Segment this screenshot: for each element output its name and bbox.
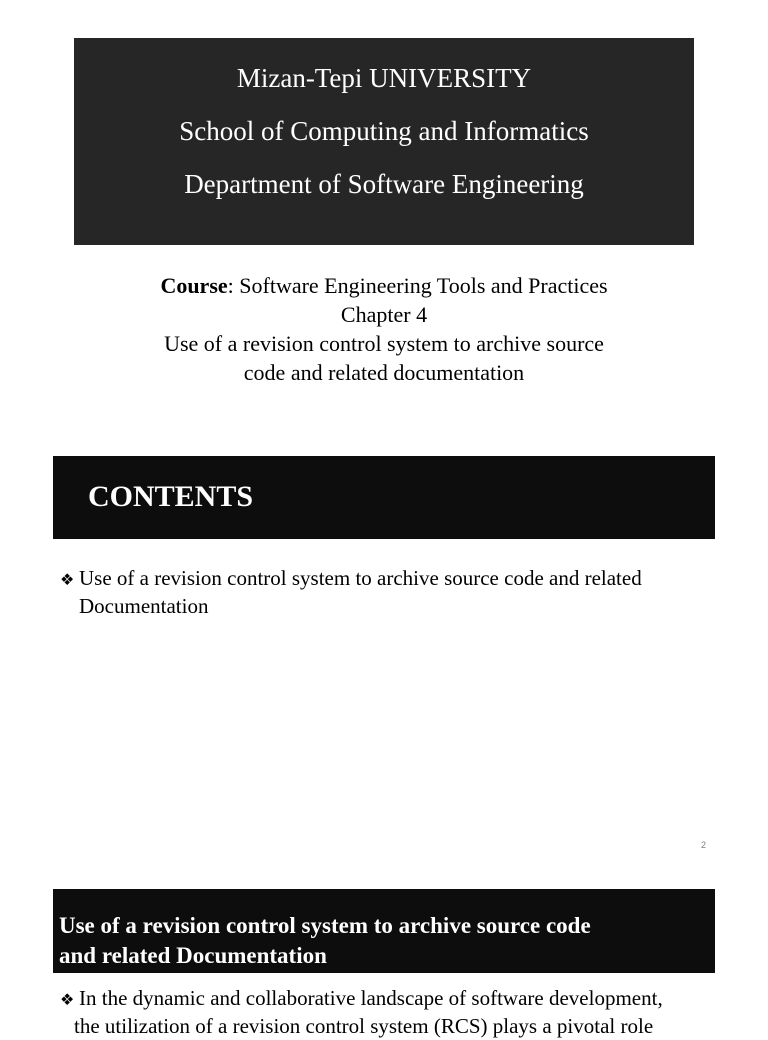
course-line: [74, 271, 694, 300]
school-name: School of Computing and Informatics: [179, 116, 589, 146]
section-heading-line-2: and related Documentation: [59, 943, 327, 968]
contents-header: [53, 456, 715, 539]
contents-item-text-2: Documentation: [79, 594, 209, 618]
diamond-bullet-icon: ❖: [60, 990, 75, 1009]
contents-item: [60, 565, 720, 620]
section-paragraph-line-1: [60, 985, 720, 1013]
section-paragraph: [60, 985, 720, 1040]
department-name: Department of Software Engineering: [184, 169, 584, 199]
diamond-bullet-icon: ❖: [60, 570, 75, 589]
university-name: Mizan-Tepi UNIVERSITY: [236, 63, 532, 93]
course-label: Course: [160, 273, 228, 298]
section-paragraph-text-1: In the dynamic and collaborative landscape of software development,: [79, 986, 663, 1010]
topic-line-1: Use of a revision control system to archive source: [164, 331, 604, 356]
section-paragraph-text-2: the utilization of a revision control system (RCS) plays a pivotal role: [74, 1014, 654, 1038]
section-heading-line-1: Use of a revision control system to archive source code: [59, 913, 591, 938]
section-heading: [59, 911, 591, 971]
topic-line-2: code and related documentation: [243, 360, 525, 385]
contents-heading: CONTENTS: [88, 480, 254, 513]
course-info: [74, 271, 694, 387]
contents-item-line-1: [60, 565, 720, 593]
section-header: [53, 889, 715, 973]
title-banner: [74, 38, 694, 245]
page-number: 2: [701, 840, 707, 850]
contents-item-text-1: Use of a revision control system to archive source code and related: [79, 566, 642, 590]
chapter-label: Chapter 4: [340, 302, 428, 327]
course-name: : Software Engineering Tools and Practices: [227, 273, 608, 298]
